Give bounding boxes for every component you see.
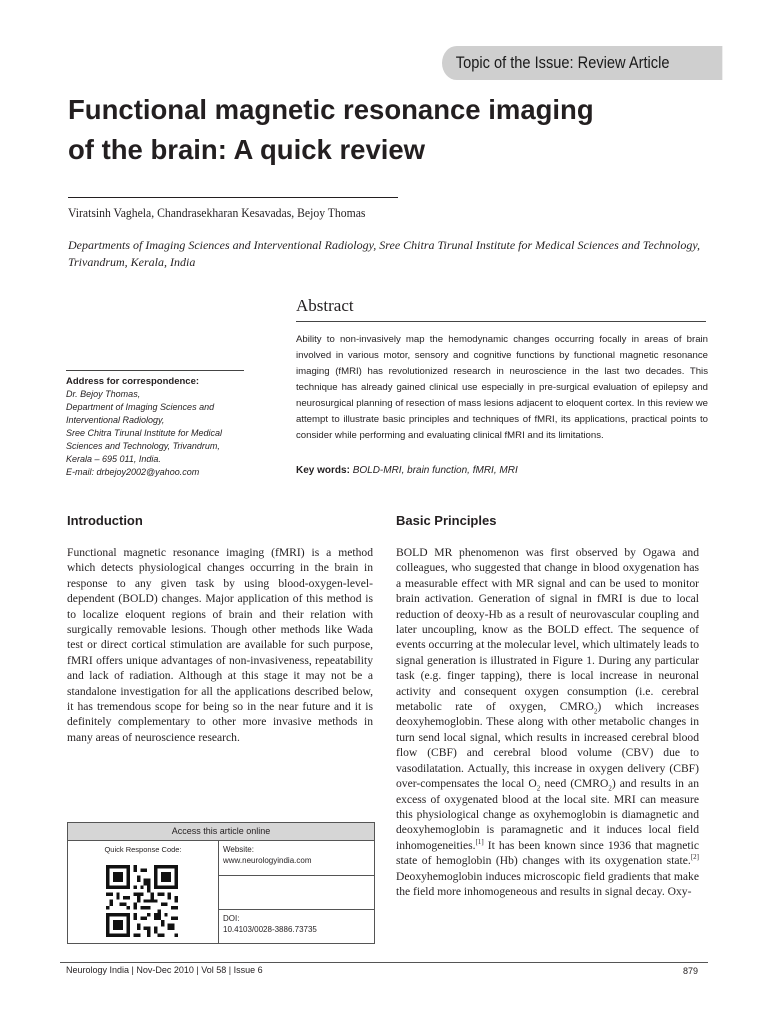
author-list: Viratsinh Vaghela, Chandrasekharan Kesavadas, Bejoy Thomas (68, 205, 366, 220)
subscript: 2 (593, 707, 598, 716)
affiliation (68, 237, 748, 271)
affiliation-line-1: Departments of Imaging Sciences and Interventional Radiology, Sree Chitra Tirunal Institute for Medical Sciences and Technology, (68, 238, 701, 252)
correspondence-line: Interventional Radiology, (66, 415, 165, 425)
access-box-heading: Access this article online (68, 823, 374, 841)
correspondence-line: Department of Imaging Sciences and (66, 402, 215, 412)
doi-label: DOI: (223, 914, 240, 923)
doi-cell (219, 910, 374, 943)
basic-principles-heading: Basic Principles (396, 513, 497, 528)
introduction-paragraph: Functional magnetic resonance imaging (fMRI) is a method which detects physiological changes occurring in the brain in response to any given task by using blood-oxygen-level-dependent (BOLD) changes. Major application of this method is to localize eloquent regions of brain and their relation with surgically removable lesions. Though other methods like Wada test or direct cortical stimulation are available for such purpose, fMRI offers unique advantages of non-invasiveness, repeatability and lack of radiation. Although at this stage it may not be a standalone investigation for all the applications described below, it has tremendous scope for being so in the near future and it is definitely complementary to other more invasive methods in many areas of neuroscience research. (67, 546, 373, 744)
text-run: ) and results in an excess of oxygenated blood at the local site. MRI can measure this physiological change as oxyhemoglobin is diamagnetic and deoxyhemoglobin is paramagnetic and it induces local field inhomogeneities. (396, 777, 699, 852)
citation-ref[interactable]: [2] (690, 853, 699, 862)
correspondence-address (66, 375, 266, 479)
abstract-divider (296, 321, 706, 322)
empty-cell (219, 876, 374, 910)
text-run: BOLD MR phenomenon was first observed by Ogawa and colleagues, who suggested that change in blood oxygenation has a measurable effect with MR signal and can be used to monitor brain activation. Generation of signal in fMRI is due to local reduction of deoxy-Hb as a result of neurovascular coupling and later uncoupling, know as the BOLD effect. The sequence of events occurring at the molecular level, which ultimately leads to signal generation is illustrated in Figure 1. During any particular task (e.g. finger tapping), there is local increase in neuronal activity and consequent oxygen consumption (i.e. cerebral metabolic rate of oxygen, CMRO (396, 546, 699, 714)
issue-topic-banner: Topic of the Issue: Review Article (442, 46, 722, 80)
keywords-values: BOLD-MRI, brain function, fMRI, MRI (352, 465, 518, 476)
correspondence-line: Sree Chitra Tirunal Institute for Medical (66, 428, 222, 438)
abstract-heading: Abstract (296, 296, 354, 315)
basic-principles-paragraph (396, 545, 699, 899)
correspondence-heading: Address for correspondence: (66, 376, 200, 387)
citation-ref[interactable]: [1] (475, 837, 484, 846)
footer-divider (60, 962, 708, 963)
correspondence-divider (66, 370, 244, 371)
correspondence-email[interactable]: E-mail: drbejoy2002@yahoo.com (66, 467, 200, 477)
keywords (296, 464, 708, 478)
text-run: need (CMRO (540, 777, 609, 791)
introduction-heading: Introduction (67, 513, 143, 528)
text-run: Deoxyhemoglobin induces microscopic field gradients that make the field more inhomogeneous and results in signal decay. Oxy- (396, 869, 699, 898)
abstract-text: Ability to non-invasively map the hemodynamic changes occurring focally in areas of brain involved in various motor, sensory and cognitive functions by functional magnetic resonance imaging (fMRI) has revolutionized research in neuroscience in the last two decades. This technique has already gained clinical use especially in pre-surgical evaluation of epilepsy and neurosurgical planning of resection of mass lesions adjacent to eloquent cortex. In this review we attempt to illustrate basic principles and techniques of fMRI, its applications, practical points to consider while performing and evaluating clinical fMRI and its limitations. (296, 334, 708, 441)
correspondence-line: Sciences and Technology, Trivandrum, (66, 441, 220, 451)
qr-code-icon[interactable] (106, 865, 178, 937)
subscript: 2 (608, 784, 612, 793)
website-cell (219, 841, 374, 876)
journal-citation: Neurology India | Nov-Dec 2010 | Vol 58 | Issue 6 (66, 965, 263, 975)
title-line-2: of the brain: A quick review (68, 134, 426, 165)
affiliation-line-2: Trivandrum, Kerala, India (68, 255, 196, 269)
qr-code-label: Quick Response Code: (104, 845, 182, 854)
correspondence-line: Kerala – 695 011, India. (66, 454, 161, 464)
title-line-1: Functional magnetic resonance imaging (68, 94, 594, 125)
website-link[interactable]: www.neurologyindia.com (223, 856, 312, 865)
keywords-label: Key words: (296, 465, 350, 476)
subscript: 2 (536, 784, 541, 793)
article-access-box (67, 822, 375, 944)
correspondence-line: Dr. Bejoy Thomas, (66, 389, 141, 399)
website-label: Website: (223, 845, 254, 854)
qr-code-cell (68, 841, 219, 943)
article-title (68, 90, 728, 170)
text-run: It has been known since 1936 that magnetic state of hemoglobin (Hb) changes with its oxygenation state. (396, 838, 699, 868)
text-run: ) which increases deoxyhemoglobin. These along with other metabolic changes in turn send local signal, which results in increased cerebral blood flow (CBF) and cerebral blood volume (CBV) due to vasodilatation. Actually, this increase in oxygen delivery (CBF) over-compensates the local O (396, 700, 700, 791)
page-number: 879 (682, 966, 698, 976)
title-divider (68, 197, 398, 198)
doi-link[interactable]: 10.4103/0028-3886.73735 (223, 925, 317, 934)
